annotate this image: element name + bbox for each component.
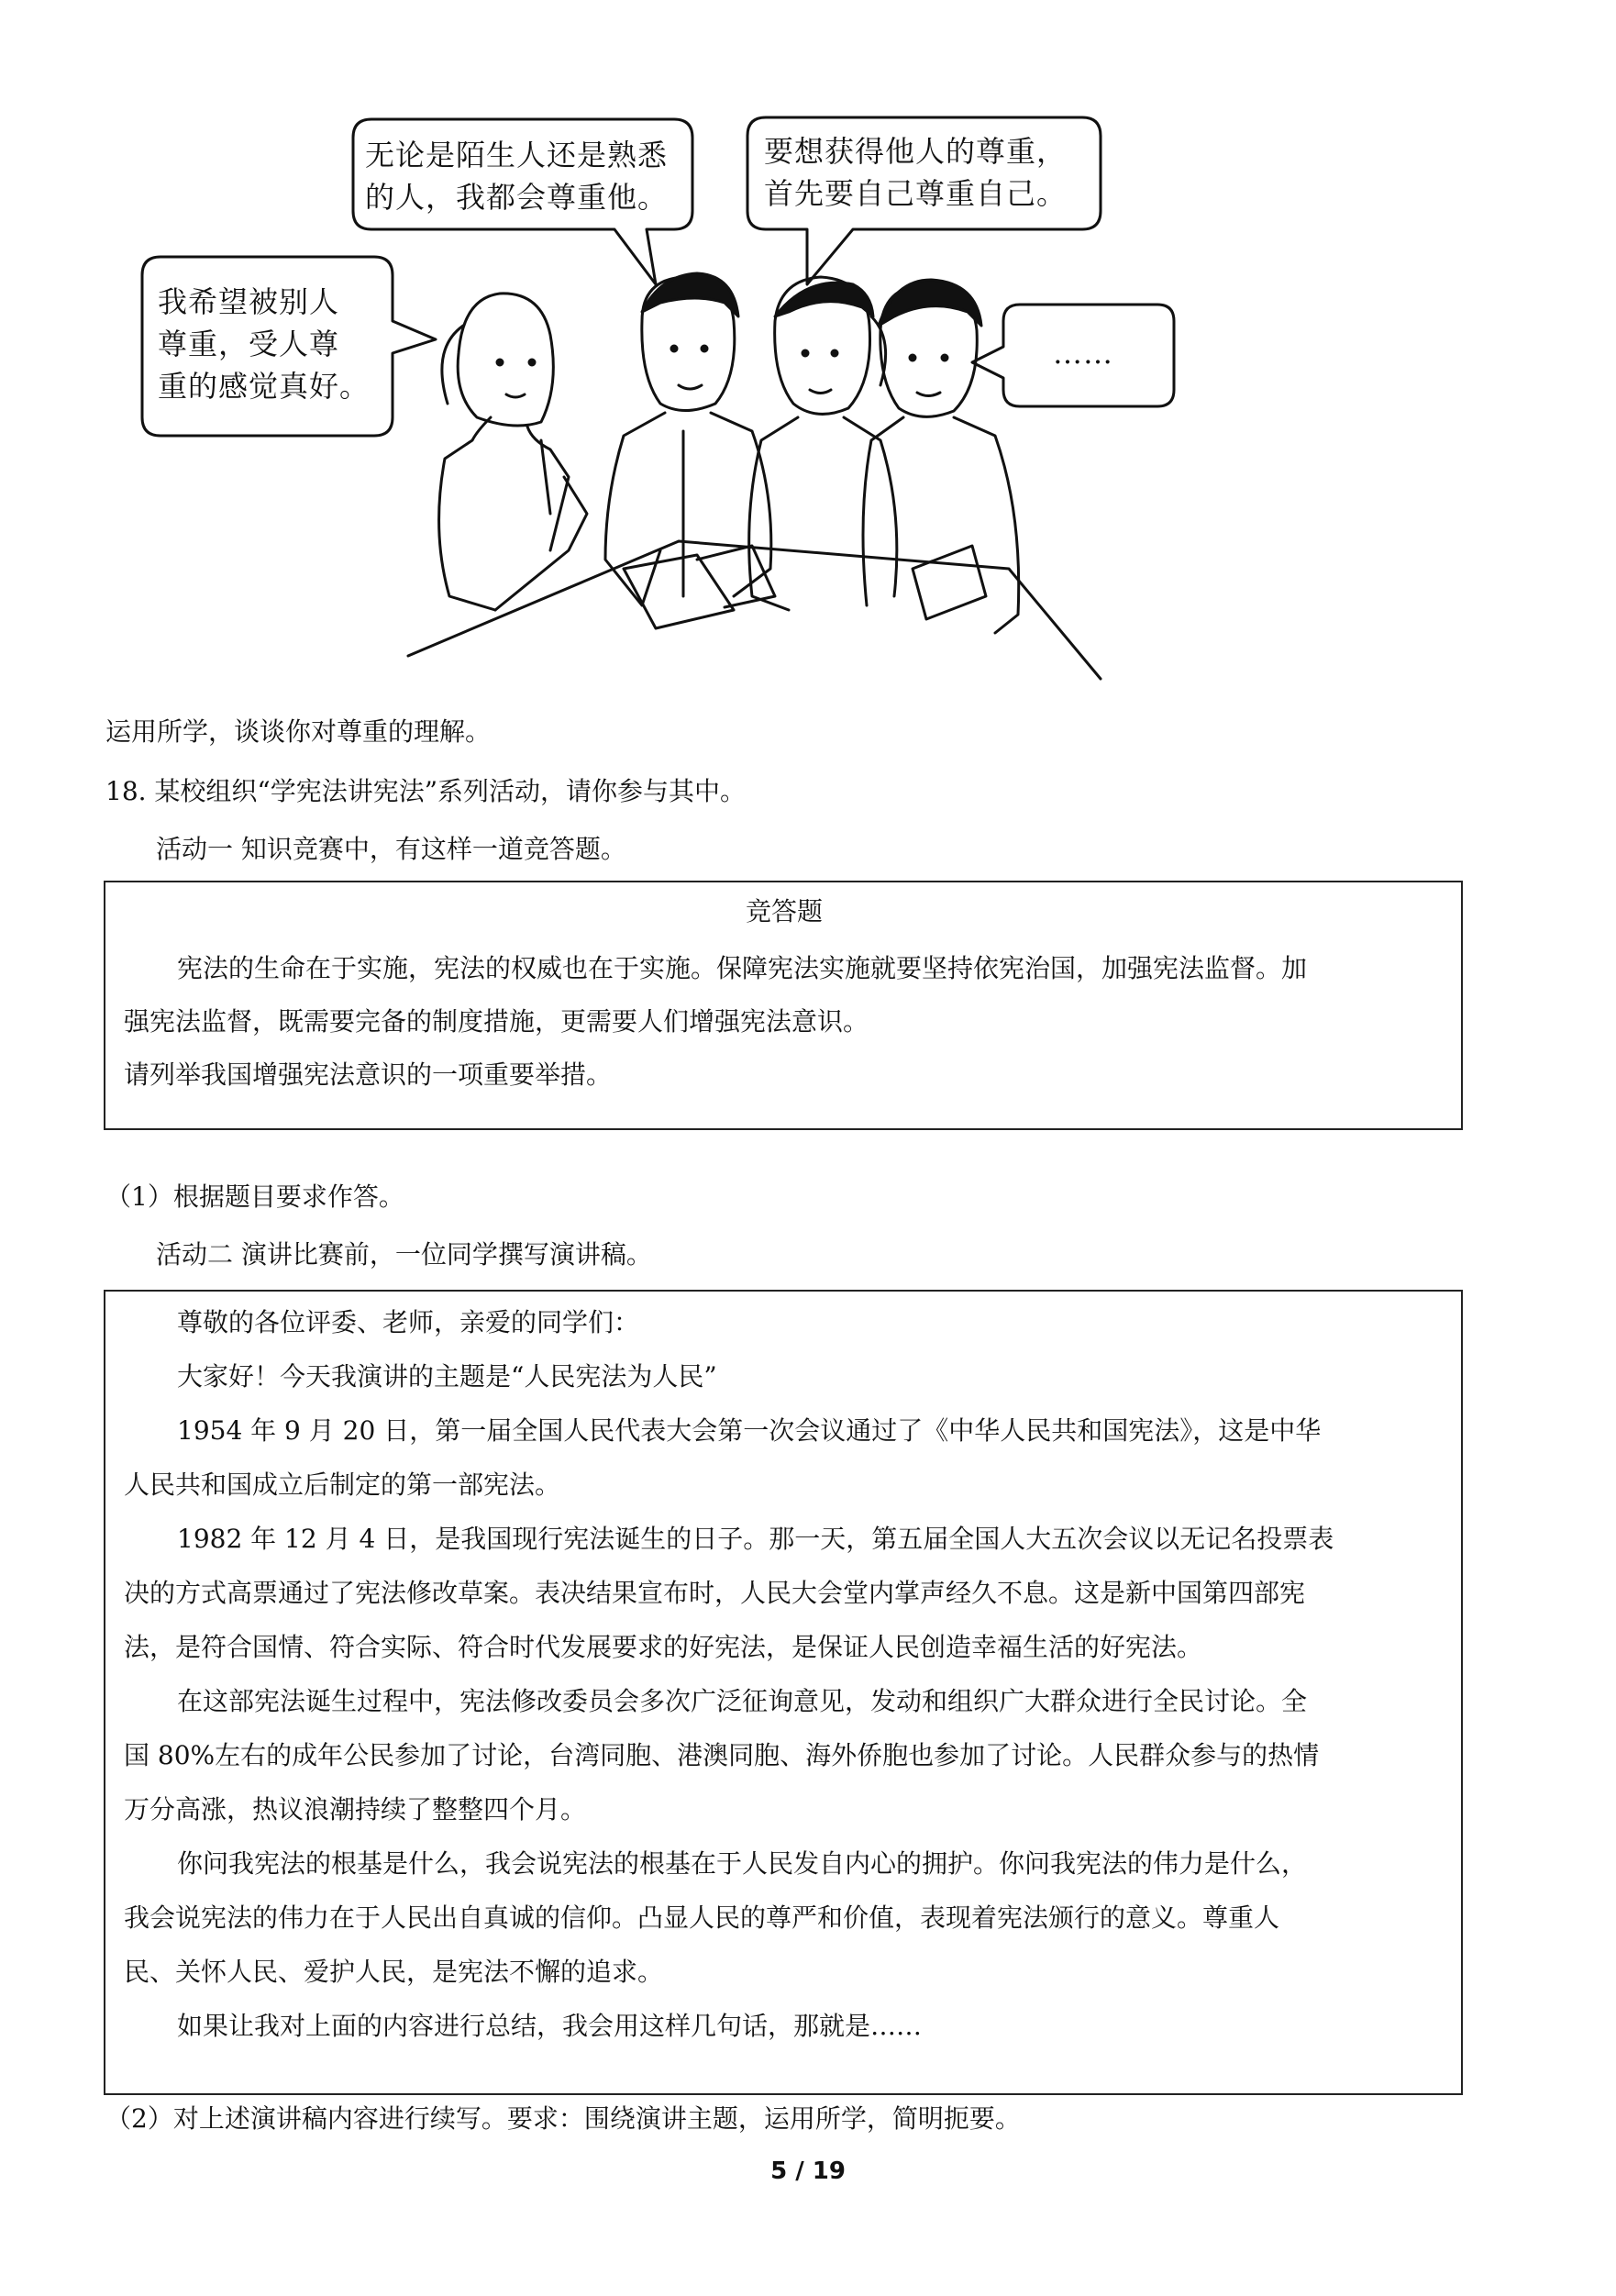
speech-line: 1954 年 9 月 20 日，第一届全国人民代表大会第一次会议通过了《中华人民共和国宪法》，这是中华 xyxy=(177,1415,1322,1446)
speech-line: 1982 年 12 月 4 日，是我国现行宪法诞生的日子。那一天，第五届全国人大五次会议以无记名投票表 xyxy=(177,1524,1334,1554)
sub-question-2: （2）对上述演讲稿内容进行续写。要求：围绕演讲主题，运用所学，简明扼要。 xyxy=(105,2103,1021,2134)
quiz-line: 宪法的生命在于实施，宪法的权威也在于实施。保障宪法实施就要坚持依宪治国，加强宪法监督。加 xyxy=(177,953,1308,983)
speech-line: 尊敬的各位评委、老师，亲爱的同学们： xyxy=(177,1307,640,1337)
bubble-2-text xyxy=(764,130,1067,215)
bubble-line: 无论是陌生人还是熟悉 xyxy=(365,138,669,172)
speech-line: 民、关怀人民、爱护人民，是宪法不懈的追求。 xyxy=(124,1957,664,1987)
q18-intro: 18. 某校组织“学宪法讲宪法”系列活动，请你参与其中。 xyxy=(105,776,747,806)
quiz-line: 强宪法监督，既需要完备的制度措施，更需要人们增强宪法意识。 xyxy=(124,1006,869,1037)
speech-line: 人民共和国成立后制定的第一部宪法。 xyxy=(124,1470,561,1500)
bubble-line: …… xyxy=(1053,336,1113,371)
bubble-line: 尊重，受人尊 xyxy=(158,327,340,361)
bubble-line: 我希望被别人 xyxy=(158,284,340,319)
bubble-line: 重的感觉真好。 xyxy=(158,369,371,404)
speech-line: 法，是符合国情、符合实际、符合时代发展要求的好宪法，是保证人民创造幸福生活的好宪法。 xyxy=(124,1632,1203,1662)
bubble-3-text xyxy=(158,281,370,407)
speech-line: 决的方式高票通过了宪法修改草案。表决结果宣布时，人民大会堂内掌声经久不息。这是新中国第四部宪 xyxy=(124,1578,1306,1608)
speech-line: 大家好！今天我演讲的主题是“人民宪法为人民” xyxy=(177,1361,717,1392)
speech-box xyxy=(104,1290,1463,2095)
speech-line: 如果让我对上面的内容进行总结，我会用这样几句话，那就是…… xyxy=(177,2011,923,2041)
table-edge xyxy=(408,541,1101,679)
bubble-line: 首先要自己尊重自己。 xyxy=(764,176,1068,211)
speech-line: 国 80%左右的成年公民参加了讨论，台湾同胞、港澳同胞、海外侨胞也参加了讨论。人民群众参与的热情 xyxy=(124,1740,1320,1770)
speech-line: 在这部宪法诞生过程中，宪法修改委员会多次广泛征询意见，发动和组织广大群众进行全民讨论。全 xyxy=(177,1686,1308,1716)
page-number: 5 / 19 xyxy=(770,2157,846,2185)
bubble-1-text xyxy=(365,134,668,218)
quiz-box xyxy=(104,881,1463,1130)
activity-2-label: 活动二 演讲比赛前，一位同学撰写演讲稿。 xyxy=(156,1239,652,1270)
q17-prompt: 运用所学，谈谈你对尊重的理解。 xyxy=(105,716,492,747)
quiz-title: 竞答题 xyxy=(745,896,823,926)
girl-figure-left xyxy=(439,294,587,610)
speech-line: 你问我宪法的根基是什么，我会说宪法的根基在于人民发自内心的拥护。你问我宪法的伟力是什么， xyxy=(177,1848,1308,1879)
speech-line: 万分高涨，热议浪潮持续了整整四个月。 xyxy=(124,1794,587,1825)
speech-line: 我会说宪法的伟力在于人民出自真诚的信仰。凸显人民的尊严和价值，表现着宪法颁行的意义。尊重人 xyxy=(124,1902,1280,1933)
bubble-4-text xyxy=(1053,332,1113,374)
activity-1-label: 活动一 知识竞赛中，有这样一道竞答题。 xyxy=(156,834,626,864)
bubble-line: 的人，我都会尊重他。 xyxy=(365,180,669,215)
bubble-line: 要想获得他人的尊重， xyxy=(764,134,1068,169)
quiz-question: 请列举我国增强宪法意识的一项重要举措。 xyxy=(124,1059,613,1090)
sub-question-1: （1）根据题目要求作答。 xyxy=(105,1181,404,1212)
book xyxy=(913,546,986,619)
